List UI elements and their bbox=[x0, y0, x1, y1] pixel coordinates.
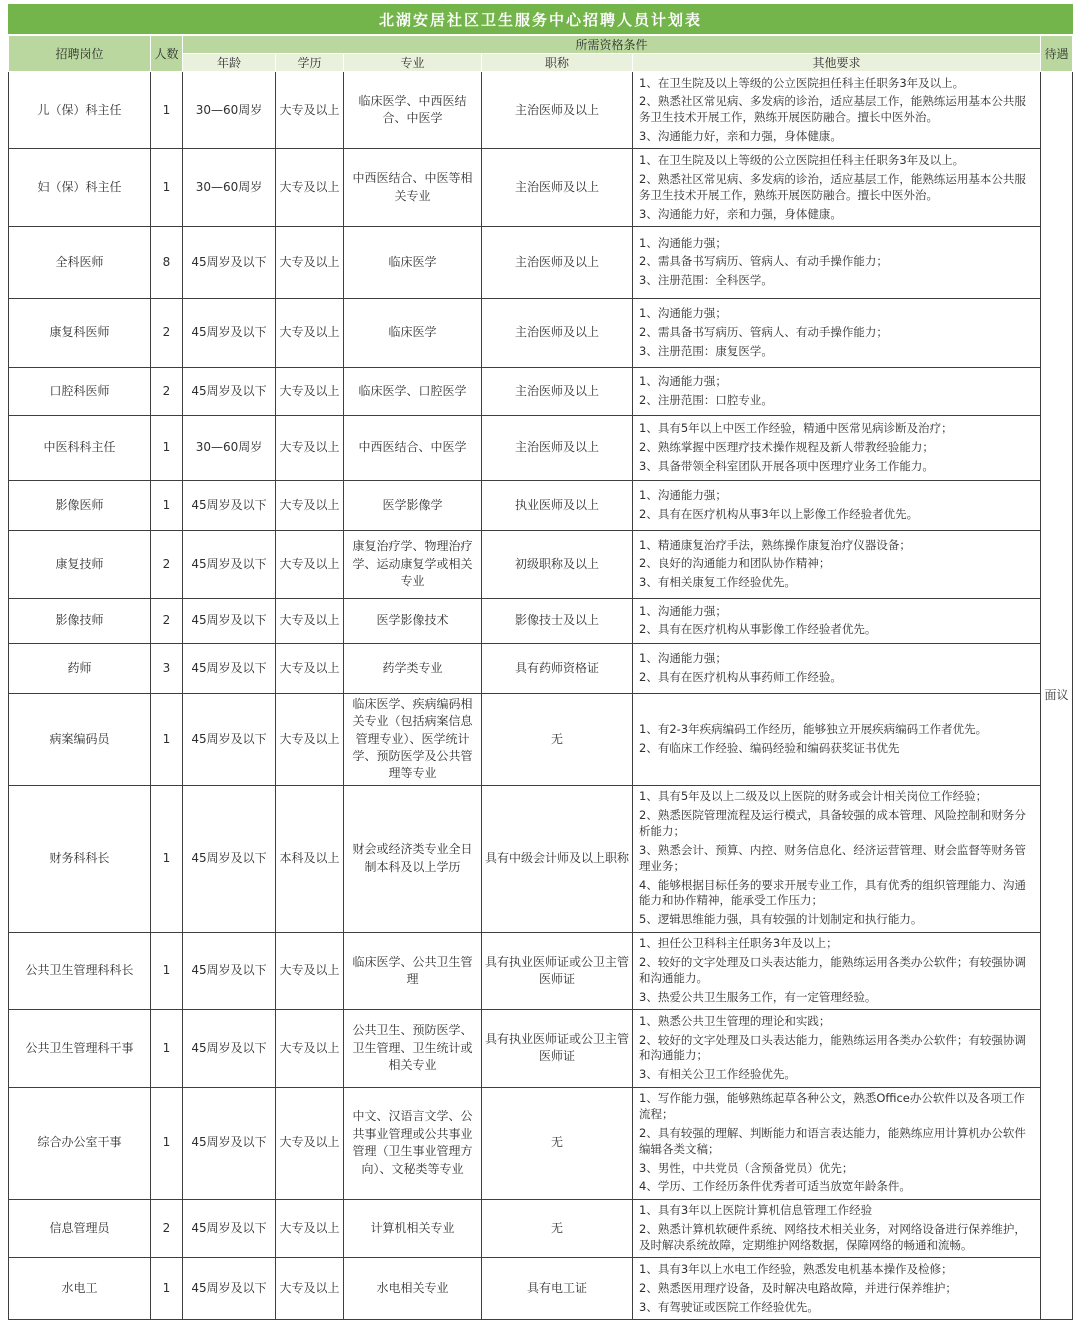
age-cell: 45周岁及以下 bbox=[183, 598, 276, 643]
requirement-line: 3、注册范围：康复医学。 bbox=[639, 343, 773, 358]
col-header-major: 专业 bbox=[344, 54, 482, 72]
position-cell: 药师 bbox=[9, 643, 151, 693]
education-cell: 大专及以上 bbox=[276, 932, 344, 1009]
major-cell: 临床医学、疾病编码相关专业（包括病案信息管理专业）、医学统计学、预防医学及公共管理等专业 bbox=[344, 693, 482, 785]
col-header-qualifications: 所需资格条件 bbox=[183, 35, 1041, 54]
requirement-line: 4、能够根据目标任务的要求开展专业工作，具有优秀的组织管理能力、沟通能力和协作精神，能承受工作压力； bbox=[639, 877, 1026, 908]
age-cell: 45周岁及以下 bbox=[183, 1199, 276, 1258]
education-cell: 大专及以上 bbox=[276, 226, 344, 298]
age-cell: 45周岁及以下 bbox=[183, 693, 276, 785]
requirement-line: 1、沟通能力强； bbox=[639, 488, 727, 503]
title-cell: 具有电工证 bbox=[482, 1258, 633, 1320]
title-cell: 无 bbox=[482, 693, 633, 785]
table-row bbox=[9, 367, 1073, 415]
requirement-line: 2、较好的文字处理及口头表达能力，能熟练运用各类办公软件；有较强协调和沟通能力。 bbox=[639, 955, 1026, 985]
age-cell: 45周岁及以下 bbox=[183, 367, 276, 415]
table-row bbox=[9, 530, 1073, 598]
age-cell: 30—60周岁 bbox=[183, 415, 276, 480]
requirements-cell bbox=[633, 1010, 1041, 1087]
table-row bbox=[9, 149, 1073, 226]
major-cell: 计算机相关专业 bbox=[344, 1199, 482, 1258]
count-cell: 1 bbox=[151, 1087, 183, 1199]
position-cell: 综合办公室干事 bbox=[9, 1087, 151, 1199]
requirements-cell bbox=[633, 298, 1041, 367]
position-cell: 公共卫生管理科干事 bbox=[9, 1010, 151, 1087]
education-cell: 大专及以上 bbox=[276, 415, 344, 480]
age-cell: 30—60周岁 bbox=[183, 149, 276, 226]
requirement-line: 2、熟悉社区常见病、多发病的诊治，适应基层工作，能熟练运用基本公共服务卫生技术开展工作，熟练开展医防融合。擅长中医外治。 bbox=[639, 94, 1026, 125]
table-row bbox=[9, 298, 1073, 367]
requirements-cell bbox=[633, 149, 1041, 226]
title-cell: 影像技士及以上 bbox=[482, 598, 633, 643]
title-cell: 具有药师资格证 bbox=[482, 643, 633, 693]
table-row bbox=[9, 693, 1073, 785]
major-cell: 公共卫生、预防医学、卫生管理、卫生统计或相关专业 bbox=[344, 1010, 482, 1087]
title-cell: 具有执业医师证或公卫主管医师证 bbox=[482, 932, 633, 1009]
requirement-line: 1、熟悉公共卫生管理的理论和实践； bbox=[639, 1013, 831, 1028]
education-cell: 大专及以上 bbox=[276, 530, 344, 598]
position-cell: 中医科科主任 bbox=[9, 415, 151, 480]
requirement-line: 2、需具备书写病历、管病人、有动手操作能力； bbox=[639, 254, 888, 269]
requirement-line: 2、熟练掌握中医理疗技术操作规程及新人带教经验能力； bbox=[639, 439, 934, 454]
requirement-line: 1、在卫生院及以上等级的公立医院担任科主任职务3年及以上。 bbox=[639, 152, 965, 167]
education-cell: 大专及以上 bbox=[276, 72, 344, 149]
table-row bbox=[9, 643, 1073, 693]
requirements-cell bbox=[633, 1087, 1041, 1199]
count-cell: 1 bbox=[151, 415, 183, 480]
table-row bbox=[9, 1010, 1073, 1087]
page-title: 北湖安居社区卫生服务中心招聘人员计划表 bbox=[9, 5, 1073, 36]
education-cell: 大专及以上 bbox=[276, 1010, 344, 1087]
count-cell: 2 bbox=[151, 298, 183, 367]
position-cell: 信息管理员 bbox=[9, 1199, 151, 1258]
age-cell: 45周岁及以下 bbox=[183, 1087, 276, 1199]
table-row bbox=[9, 785, 1073, 932]
col-header-position: 招聘岗位 bbox=[9, 35, 151, 72]
requirements-cell bbox=[633, 598, 1041, 643]
requirement-line: 1、有2-3年疾病编码工作经历，能够独立开展疾病编码工作者优先。 bbox=[639, 721, 988, 736]
title-bar bbox=[9, 5, 1073, 36]
education-cell: 大专及以上 bbox=[276, 1199, 344, 1258]
position-cell: 影像技师 bbox=[9, 598, 151, 643]
requirement-line: 2、熟悉计算机软硬件系统、网络技术相关业务，对网络设备进行保养维护，及时解决系统故障，定期维护网络数据，保障网络的畅通和流畅。 bbox=[639, 1222, 1026, 1252]
requirement-line: 1、具有5年以上中医工作经验，精通中医常见病诊断及治疗； bbox=[639, 421, 953, 436]
requirement-line: 1、具有3年以上医院计算机信息管理工作经验 bbox=[639, 1203, 873, 1218]
table-row bbox=[9, 72, 1073, 149]
table-row bbox=[9, 1258, 1073, 1320]
major-cell: 中文、汉语言文学、公共事业管理或公共事业管理（卫生事业管理方向）、文秘类等专业 bbox=[344, 1087, 482, 1199]
requirements-cell bbox=[633, 1258, 1041, 1320]
requirement-line: 2、熟悉医院管理流程及运行模式，具备较强的成本管理、风险控制和财务分析能力； bbox=[639, 808, 1026, 839]
requirements-cell bbox=[633, 785, 1041, 932]
position-cell: 儿（保）科主任 bbox=[9, 72, 151, 149]
title-cell: 无 bbox=[482, 1199, 633, 1258]
count-cell: 1 bbox=[151, 72, 183, 149]
table-row bbox=[9, 226, 1073, 298]
education-cell: 大专及以上 bbox=[276, 693, 344, 785]
requirements-cell bbox=[633, 643, 1041, 693]
requirement-line: 2、具有在医疗机构从事药师工作经验。 bbox=[639, 669, 842, 684]
requirement-line: 1、沟通能力强； bbox=[639, 374, 727, 389]
requirement-line: 3、注册范围：全科医学。 bbox=[639, 273, 773, 288]
education-cell: 大专及以上 bbox=[276, 298, 344, 367]
col-header-count: 人数 bbox=[151, 35, 183, 72]
recruitment-table bbox=[8, 4, 1073, 1320]
requirement-line: 3、有驾驶证或医院工作经验优先。 bbox=[639, 1299, 819, 1314]
position-cell: 病案编码员 bbox=[9, 693, 151, 785]
position-cell: 影像医师 bbox=[9, 480, 151, 530]
requirement-line: 1、沟通能力强； bbox=[639, 603, 727, 618]
count-cell: 2 bbox=[151, 1199, 183, 1258]
requirement-line: 1、沟通能力强； bbox=[639, 651, 727, 666]
requirement-line: 2、具有较强的理解、判断能力和语言表达能力，能熟练应用计算机办公软件编辑各类文稿； bbox=[639, 1125, 1026, 1156]
title-cell: 主治医师及以上 bbox=[482, 367, 633, 415]
requirement-line: 1、写作能力强，能够熟练起草各种公文，熟悉Office办公软件以及各项工作流程； bbox=[639, 1091, 1025, 1121]
title-cell: 主治医师及以上 bbox=[482, 226, 633, 298]
title-cell: 无 bbox=[482, 1087, 633, 1199]
count-cell: 1 bbox=[151, 1010, 183, 1087]
requirement-line: 3、热爱公共卫生服务工作，有一定管理经验。 bbox=[639, 989, 877, 1004]
age-cell: 45周岁及以下 bbox=[183, 1010, 276, 1087]
count-cell: 1 bbox=[151, 149, 183, 226]
col-header-education: 学历 bbox=[276, 54, 344, 72]
title-cell: 具有中级会计师及以上职称 bbox=[482, 785, 633, 932]
major-cell: 财会或经济类专业全日制本科及以上学历 bbox=[344, 785, 482, 932]
requirement-line: 2、注册范围：口腔专业。 bbox=[639, 392, 773, 407]
position-cell: 口腔科医师 bbox=[9, 367, 151, 415]
requirement-line: 1、具有5年及以上二级及以上医院的财务或会计相关岗位工作经验； bbox=[639, 789, 988, 804]
title-cell: 主治医师及以上 bbox=[482, 415, 633, 480]
requirement-line: 2、具有在医疗机构从事3年以上影像工作经验者优先。 bbox=[639, 506, 919, 521]
requirements-cell bbox=[633, 415, 1041, 480]
requirement-line: 1、具有3年以上水电工作经验，熟悉发电机基本操作及检修； bbox=[639, 1261, 953, 1276]
major-cell: 中西医结合、中医学 bbox=[344, 415, 482, 480]
major-cell: 临床医学、中西医结合、中医学 bbox=[344, 72, 482, 149]
requirement-line: 3、沟通能力好，亲和力强，身体健康。 bbox=[639, 129, 842, 144]
position-cell: 财务科科长 bbox=[9, 785, 151, 932]
count-cell: 1 bbox=[151, 480, 183, 530]
education-cell: 大专及以上 bbox=[276, 367, 344, 415]
position-cell: 康复科医师 bbox=[9, 298, 151, 367]
table-row bbox=[9, 598, 1073, 643]
col-header-other-requirements: 其他要求 bbox=[633, 54, 1041, 72]
major-cell: 医学影像技术 bbox=[344, 598, 482, 643]
table-body bbox=[9, 72, 1073, 1320]
major-cell: 中西医结合、中医等相关专业 bbox=[344, 149, 482, 226]
count-cell: 1 bbox=[151, 785, 183, 932]
title-cell: 初级职称及以上 bbox=[482, 530, 633, 598]
requirement-line: 1、沟通能力强； bbox=[639, 306, 727, 321]
title-cell: 执业医师及以上 bbox=[482, 480, 633, 530]
count-cell: 2 bbox=[151, 367, 183, 415]
title-cell: 主治医师及以上 bbox=[482, 149, 633, 226]
requirement-line: 1、精通康复治疗手法，熟练操作康复治疗仪器设备； bbox=[639, 537, 911, 552]
title-cell: 主治医师及以上 bbox=[482, 72, 633, 149]
title-cell: 具有执业医师证或公卫主管医师证 bbox=[482, 1010, 633, 1087]
age-cell: 45周岁及以下 bbox=[183, 480, 276, 530]
requirements-cell bbox=[633, 226, 1041, 298]
table-row bbox=[9, 480, 1073, 530]
requirement-line: 3、熟悉会计、预算、内控、财务信息化、经济运营管理、财会监督等财务管理业务； bbox=[639, 842, 1026, 873]
requirement-line: 2、良好的沟通能力和团队协作精神； bbox=[639, 556, 831, 571]
education-cell: 大专及以上 bbox=[276, 149, 344, 226]
education-cell: 大专及以上 bbox=[276, 643, 344, 693]
count-cell: 1 bbox=[151, 1258, 183, 1320]
position-cell: 水电工 bbox=[9, 1258, 151, 1320]
education-cell: 大专及以上 bbox=[276, 598, 344, 643]
age-cell: 45周岁及以下 bbox=[183, 643, 276, 693]
requirement-line: 4、学历、工作经历条件优秀者可适当放宽年龄条件。 bbox=[639, 1179, 911, 1194]
age-cell: 45周岁及以下 bbox=[183, 1258, 276, 1320]
count-cell: 8 bbox=[151, 226, 183, 298]
requirement-line: 3、男性，中共党员（含预备党员）优先； bbox=[639, 1160, 854, 1175]
position-cell: 妇（保）科主任 bbox=[9, 149, 151, 226]
col-header-salary: 待遇 bbox=[1041, 35, 1073, 72]
table-row bbox=[9, 1087, 1073, 1199]
requirement-line: 2、具有在医疗机构从事影像工作经验者优先。 bbox=[639, 622, 877, 637]
table-header bbox=[9, 5, 1073, 72]
position-cell: 全科医师 bbox=[9, 226, 151, 298]
count-cell: 2 bbox=[151, 530, 183, 598]
salary-cell: 面议 bbox=[1041, 72, 1073, 1320]
age-cell: 45周岁及以下 bbox=[183, 298, 276, 367]
count-cell: 1 bbox=[151, 693, 183, 785]
age-cell: 45周岁及以下 bbox=[183, 530, 276, 598]
requirement-line: 3、具备带领全科室团队开展各项中医理疗业务工作能力。 bbox=[639, 458, 934, 473]
table-row bbox=[9, 415, 1073, 480]
age-cell: 30—60周岁 bbox=[183, 72, 276, 149]
requirements-cell bbox=[633, 530, 1041, 598]
major-cell: 临床医学、公共卫生管理 bbox=[344, 932, 482, 1009]
count-cell: 1 bbox=[151, 932, 183, 1009]
age-cell: 45周岁及以下 bbox=[183, 932, 276, 1009]
major-cell: 临床医学 bbox=[344, 298, 482, 367]
requirement-line: 2、熟悉社区常见病、多发病的诊治，适应基层工作，能熟练运用基本公共服务卫生技术开展工作，熟练开展医防融合。擅长中医外治。 bbox=[639, 171, 1026, 202]
education-cell: 大专及以上 bbox=[276, 1258, 344, 1320]
requirement-line: 1、担任公卫科科主任职务3年及以上； bbox=[639, 936, 838, 951]
major-cell: 临床医学 bbox=[344, 226, 482, 298]
count-cell: 2 bbox=[151, 598, 183, 643]
requirement-line: 2、有临床工作经验、编码经验和编码获奖证书优先 bbox=[639, 740, 900, 755]
education-cell: 本科及以上 bbox=[276, 785, 344, 932]
requirement-line: 1、在卫生院及以上等级的公立医院担任科主任职务3年及以上。 bbox=[639, 75, 965, 90]
table-row bbox=[9, 932, 1073, 1009]
requirements-cell bbox=[633, 693, 1041, 785]
position-cell: 康复技师 bbox=[9, 530, 151, 598]
requirements-cell bbox=[633, 72, 1041, 149]
col-header-title: 职称 bbox=[482, 54, 633, 72]
requirement-line: 3、有相关公卫工作经验优先。 bbox=[639, 1067, 796, 1082]
major-cell: 临床医学、口腔医学 bbox=[344, 367, 482, 415]
position-cell: 公共卫生管理科科长 bbox=[9, 932, 151, 1009]
requirement-line: 2、熟悉医用理疗设备，及时解决电路故障，并进行保养维护； bbox=[639, 1280, 957, 1295]
count-cell: 3 bbox=[151, 643, 183, 693]
table-row bbox=[9, 1199, 1073, 1258]
title-cell: 主治医师及以上 bbox=[482, 298, 633, 367]
education-cell: 大专及以上 bbox=[276, 480, 344, 530]
age-cell: 45周岁及以下 bbox=[183, 226, 276, 298]
requirement-line: 1、沟通能力强； bbox=[639, 235, 727, 250]
requirements-cell bbox=[633, 1199, 1041, 1258]
header-row-main bbox=[9, 35, 1073, 54]
requirements-cell bbox=[633, 480, 1041, 530]
education-cell: 大专及以上 bbox=[276, 1087, 344, 1199]
major-cell: 康复治疗学、物理治疗学、运动康复学或相关专业 bbox=[344, 530, 482, 598]
requirement-line: 5、逻辑思维能力强，具有较强的计划制定和执行能力。 bbox=[639, 912, 923, 927]
requirement-line: 3、有相关康复工作经验优先。 bbox=[639, 575, 796, 590]
requirement-line: 2、需具备书写病历、管病人、有动手操作能力； bbox=[639, 324, 888, 339]
requirement-line: 2、较好的文字处理及口头表达能力，能熟练运用各类办公软件；有较强协调和沟通能力； bbox=[639, 1032, 1026, 1063]
major-cell: 药学类专业 bbox=[344, 643, 482, 693]
col-header-age: 年龄 bbox=[183, 54, 276, 72]
requirement-line: 3、沟通能力好，亲和力强，身体健康。 bbox=[639, 206, 842, 221]
age-cell: 45周岁及以下 bbox=[183, 785, 276, 932]
major-cell: 水电相关专业 bbox=[344, 1258, 482, 1320]
requirements-cell bbox=[633, 367, 1041, 415]
requirements-cell bbox=[633, 932, 1041, 1009]
major-cell: 医学影像学 bbox=[344, 480, 482, 530]
